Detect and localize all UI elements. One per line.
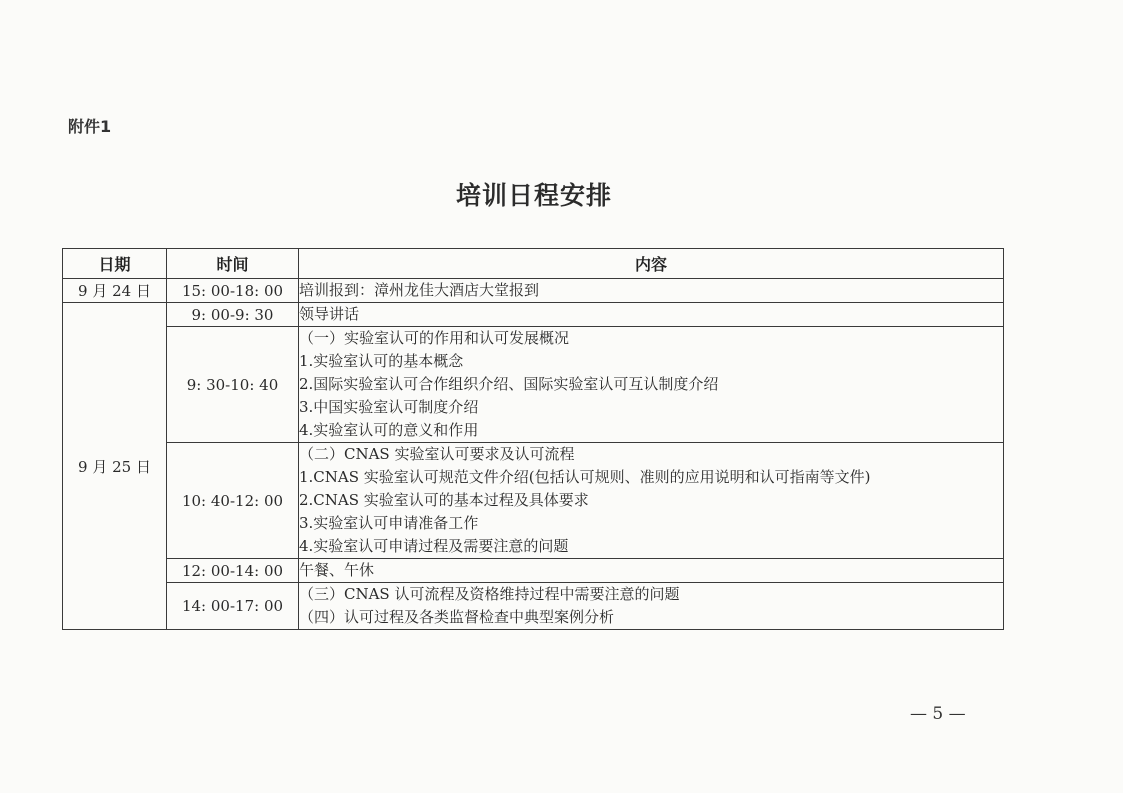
content-cell: [299, 443, 1004, 559]
time-cell: 14: 00-17: 00: [167, 583, 299, 630]
table-row: [63, 279, 1004, 303]
header-time: 时间: [167, 249, 299, 279]
date-cell: 9 月 25 日: [63, 303, 167, 630]
header-content: 内容: [299, 249, 1004, 279]
content-cell: [299, 279, 1004, 303]
time-cell: 15: 00-18: 00: [167, 279, 299, 303]
table-row: [63, 327, 1004, 443]
content-line: （一）实验室认可的作用和认可发展概况: [299, 329, 570, 347]
table-header-row: [63, 249, 1004, 279]
content-line: （二）CNAS 实验室认可要求及认可流程: [299, 445, 575, 463]
table-row: [63, 559, 1004, 583]
date-cell: 9 月 24 日: [63, 279, 167, 303]
content-line: 1.实验室认可的基本概念: [299, 352, 464, 370]
page-number: — 5 —: [910, 704, 966, 724]
content-line: 2.CNAS 实验室认可的基本过程及具体要求: [299, 491, 589, 509]
content-line: 午餐、午休: [299, 561, 375, 579]
header-date: 日期: [63, 249, 167, 279]
content-line: 1.CNAS 实验室认可规范文件介绍(包括认可规则、准则的应用说明和认可指南等文件): [299, 468, 871, 486]
content-cell: [299, 583, 1004, 630]
table-row: [63, 583, 1004, 630]
time-cell: 9: 30-10: 40: [167, 327, 299, 443]
content-line: 3.中国实验室认可制度介绍: [299, 398, 479, 416]
content-line: 培训报到：漳州龙佳大酒店大堂报到: [299, 281, 540, 299]
content-cell: [299, 327, 1004, 443]
content-line: （四）认可过程及各类监督检查中典型案例分析: [299, 608, 615, 626]
content-line: （三）CNAS 认可流程及资格维持过程中需要注意的问题: [299, 585, 680, 603]
content-line: 3.实验室认可申请准备工作: [299, 514, 479, 532]
time-cell: 9: 00-9: 30: [167, 303, 299, 327]
page-title: 培训日程安排: [455, 181, 612, 210]
time-cell: 10: 40-12: 00: [167, 443, 299, 559]
content-line: 领导讲话: [299, 305, 360, 323]
schedule-table: [62, 248, 1004, 630]
content-line: 4.实验室认可申请过程及需要注意的问题: [299, 537, 569, 555]
content-cell: [299, 303, 1004, 327]
table-row: [63, 443, 1004, 559]
content-line: 2.国际实验室认可合作组织介绍、国际实验室认可互认制度介绍: [299, 375, 719, 393]
time-cell: 12: 00-14: 00: [167, 559, 299, 583]
content-line: 4.实验室认可的意义和作用: [299, 421, 479, 439]
table-row: [63, 303, 1004, 327]
attachment-label: 附件1: [68, 117, 112, 136]
content-cell: [299, 559, 1004, 583]
